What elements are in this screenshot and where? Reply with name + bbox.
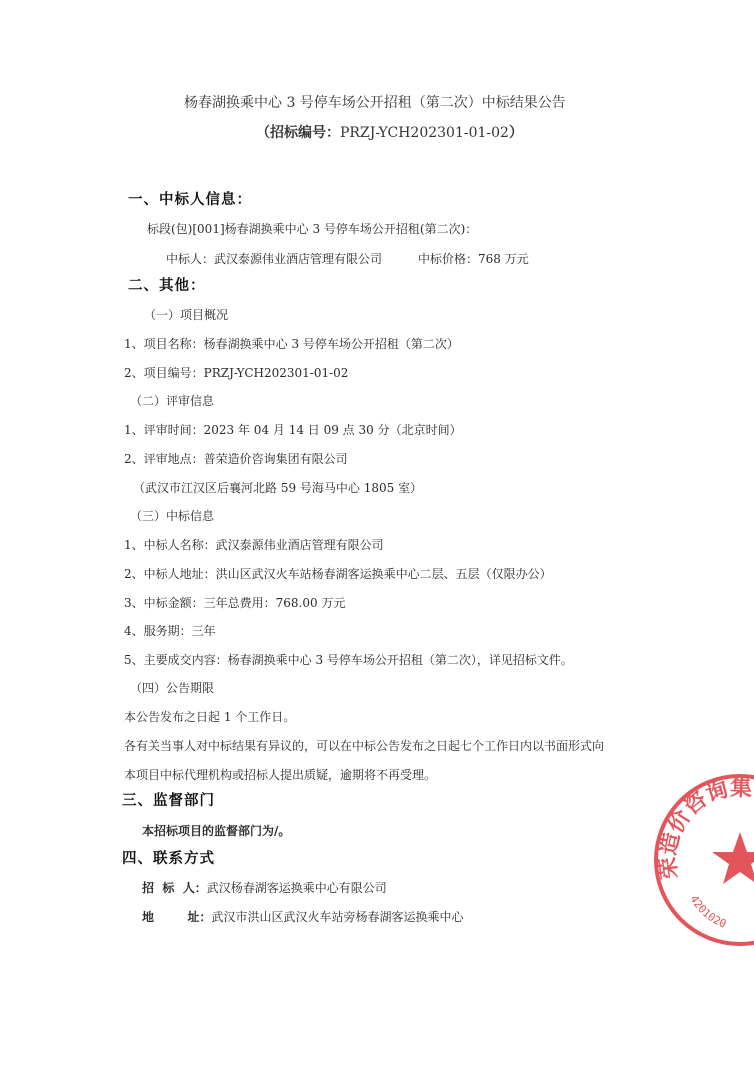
page-title: 杨春湖换乘中心 3 号停车场公开招租（第二次）中标结果公告 [184, 95, 566, 111]
review-time: 1、评审时间：2023 年 04 月 14 日 09 点 30 分（北京时间） [124, 423, 462, 437]
notice-period-text: 本公告发布之日起 1 个工作日。 [124, 710, 296, 724]
section-3-heading: 三、监督部门 [122, 792, 215, 809]
tenderer-label: 招 标 人： [142, 881, 207, 895]
project-number: 2、项目编号：PRZJ-YCH202301-01-02 [124, 366, 349, 380]
winning-price: 中标价格：768 万元 [418, 252, 529, 266]
tender-number-prefix: （招标编号： [256, 125, 340, 141]
winning-amount: 3、中标金额：三年总费用：768.00 万元 [124, 596, 346, 610]
review-place: 2、评审地点：普荣造价咨询集团有限公司 [124, 452, 348, 466]
lot-line: 标段(包)[001]杨春湖换乘中心 3 号停车场公开招租(第二次)： [147, 222, 478, 236]
winner-address: 2、中标人地址：洪山区武汉火车站杨春湖客运换乘中心二层、五层（仅限办公） [124, 567, 552, 581]
address-label: 地 址： [142, 910, 212, 924]
seal-number: 4201020 [687, 892, 729, 931]
contact-tenderer [142, 880, 387, 896]
section-1-heading: 一、中标人信息： [128, 191, 252, 208]
subsection-review: （二）评审信息 [130, 394, 215, 408]
tenderer-value: 武汉杨春湖客运换乘中心有限公司 [206, 881, 387, 895]
tender-number-code: PRZJ-YCH202301-01-02 [340, 125, 509, 141]
tender-number [256, 125, 523, 141]
supervision-text: 本招标项目的监督部门为/。 [142, 824, 291, 838]
winner-company: 1、中标人名称：武汉泰源伟业酒店管理有限公司 [124, 538, 384, 552]
seal-star [712, 832, 754, 884]
section-4-heading: 四、联系方式 [122, 850, 215, 867]
subsection-notice-period: （四）公告期限 [130, 681, 215, 695]
main-content: 5、主要成交内容：杨春湖换乘中心 3 号停车场公开招租（第二次），详见招标文件。 [124, 653, 573, 667]
contact-address [142, 909, 463, 925]
project-name: 1、项目名称：杨春湖换乘中心 3 号停车场公开招租（第二次） [124, 337, 459, 351]
objection-text-1: 各有关当事人对中标结果有异议的，可以在中标公告发布之日起七个工作日内以书面形式向 [124, 739, 605, 753]
review-address: （武汉市江汉区后襄河北路 59 号海马中心 1805 室） [133, 481, 423, 495]
subsection-overview: （一）项目概况 [144, 308, 229, 322]
tender-number-suffix: ） [508, 125, 523, 141]
service-period: 4、服务期：三年 [124, 624, 216, 638]
objection-text-2: 本项目中标代理机构或招标人提出质疑，逾期将不再受理。 [124, 768, 437, 782]
seal-arc-text: 荣造价咨询集 [655, 775, 753, 881]
section-2-heading: 二、其他： [128, 277, 206, 294]
company-seal-stamp [650, 770, 754, 950]
winner-name: 中标人：武汉泰源伟业酒店管理有限公司 [166, 252, 383, 266]
address-value: 武汉市洪山区武汉火车站旁杨春湖客运换乘中心 [211, 910, 464, 924]
winner-line [166, 251, 529, 267]
subsection-winner-info: （三）中标信息 [130, 509, 215, 523]
